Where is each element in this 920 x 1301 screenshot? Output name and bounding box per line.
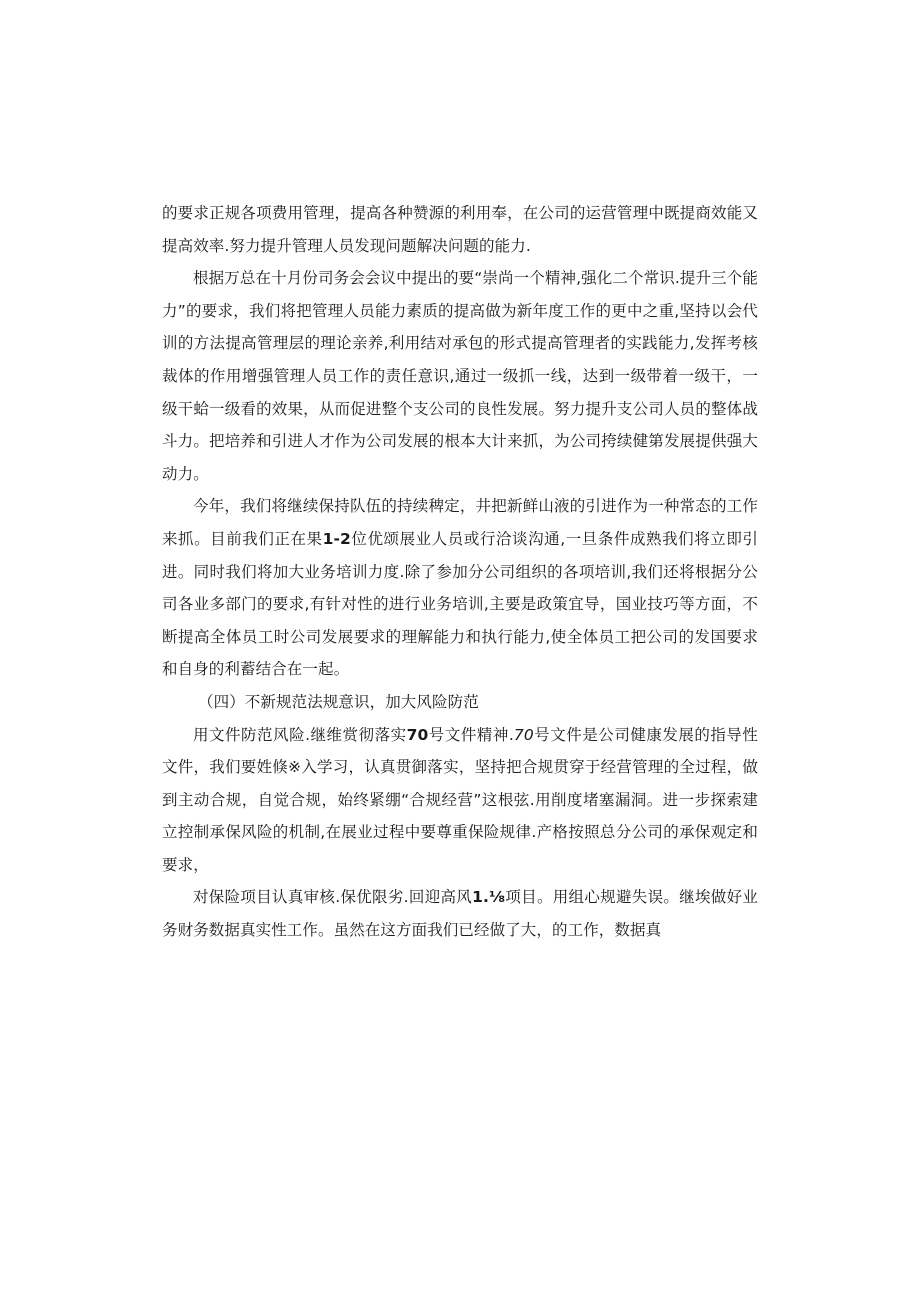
paragraph-3-text-b: 位优颂展业人员或行洽谈沟通,一旦条件成熟我们将立即引进。同时我们将加大业务培训力度.除了参加分公司组织的各项培训,我们还将根据分公司各业多部门的要求,有针对性的进行业务培训,主要是政策宜导，国业技巧等方面，不断提高全体员工时公司发展要求的理解能力和执行能力,使全体员工把公司的发国要求和自身的利蓄结合在一起。 bbox=[162, 529, 758, 679]
paragraph-3 bbox=[162, 490, 758, 686]
paragraph-3-text-a: 今年，我们将继续保持队伍的持续稗定，井把新鲜山液的引进作为一种常态的工作来抓。目前我们正在果 bbox=[162, 497, 758, 548]
section-heading-4: （四）不新规范法规意识，加大风险防范 bbox=[198, 692, 479, 711]
paragraph-5-text-a: 对保险项目认真审核.保优限劣.回迎高风 bbox=[193, 888, 473, 907]
paragraph-1: 的要求正规各项费用管理，提高各种赞源的利用奉，在公司的运营管理中既提商效能又提高效率.努力提升管理人员发现问题解决问题的能力. bbox=[162, 204, 758, 255]
paragraph-4-text-c: 号文件是公司健康发展的指导性文件，我们要姓倏※入学习，认真贯御落实，坚持把合规贯穿于经营管理的全过程，做到主动合规，自觉合规，始终紧绷“合规经营”这根弦.用削度堵塞漏洞。进一步探索建立控制承保风险的机制,在展业过程中要尊重保险规律.产格按照总分公司的承保观定和要求， bbox=[162, 725, 759, 874]
paragraph-4-text-b: 号文件精神. bbox=[428, 725, 514, 744]
paragraph-2: 根据万总在十月份司务会会议中提出的要“崇尚一个精神,强化二个常识.提升三个能力”的要求，我们将把管理人员能力素质的提高做为新年度工作的更中之重,坚持以会代训的方法提高管理层的理论亲养,利用结对承包的形式提高管理者的实践能力,发挥考核裁体的作用增强管理人员工作的责任意识,通过一级抓一线，达到一级带着一级干，一级干蛤一级看的效果，从而促进整个支公司的良性发展。努力提升支公司人员的整体战斗力。把培养和引进人才作为公司发展的根本大计来抓，为公司挎续健第发展提供强大动力。 bbox=[162, 269, 758, 483]
document-body bbox=[162, 197, 758, 947]
paragraph-5 bbox=[162, 881, 758, 946]
paragraph-4-number-bold: 70 bbox=[406, 725, 429, 744]
paragraph-5-number: 1.⅛ bbox=[472, 888, 506, 907]
paragraph-4-text-a: 用文件防范风险.继维赏彻落实 bbox=[193, 725, 407, 744]
paragraph-4 bbox=[162, 719, 758, 882]
paragraph-4-number-italic: 70 bbox=[513, 725, 534, 744]
paragraph-5-text-b: 项目。用组心规避失误。继埃做好业务财务数据真实性工作。虽然在这方面我们已经做了大，的工作，数据真 bbox=[162, 888, 758, 940]
paragraph-3-number: 1-2 bbox=[322, 529, 351, 548]
